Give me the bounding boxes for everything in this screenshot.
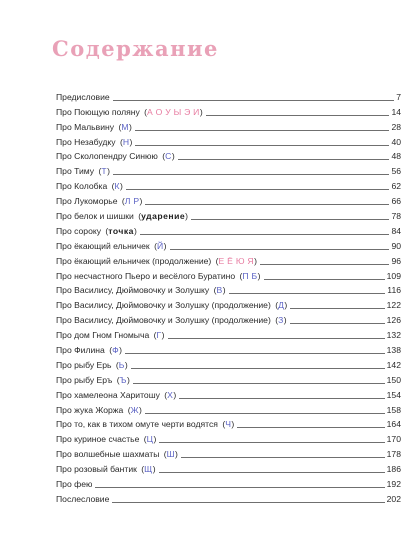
toc-entry-label: Про Сколопендру Синюю: [56, 151, 158, 162]
toc-entry: [56, 207, 401, 222]
leader-line: [290, 323, 385, 324]
marker-letter: Г: [156, 330, 162, 341]
toc-entry-label: Про Мальвину: [56, 121, 115, 132]
toc-entry-page-number: 96: [391, 255, 401, 266]
toc-entry-marker: (К): [109, 181, 123, 192]
leader-line: [140, 234, 390, 235]
toc-entry-title: [56, 405, 142, 416]
toc-entry-label: Про Колобка: [56, 181, 108, 192]
toc-entry-label: Про рыбу Еръ: [56, 374, 113, 385]
toc-entry: [56, 192, 401, 207]
toc-entry-title: [56, 151, 175, 162]
marker-letter: У: [165, 106, 172, 117]
marker-letter: Ч: [225, 419, 232, 430]
marker-letter: Ш: [166, 449, 176, 460]
toc-entry: [56, 296, 401, 311]
toc-entry: [56, 177, 401, 192]
toc-entry-marker: (Ц): [141, 434, 157, 445]
marker-letter: М: [121, 121, 129, 132]
toc-entry-title: [56, 107, 203, 118]
toc-entry: [56, 222, 401, 237]
toc-entry-label: Про Василису, Дюймовочку и Золушку (продолжение): [56, 315, 271, 326]
marker-letter: Ж: [130, 404, 139, 415]
toc-entry-label: Про то, как в тихом омуте черти водятся: [56, 419, 218, 430]
page-title: Содержание: [52, 36, 219, 61]
toc-entry: [56, 386, 401, 401]
toc-entry: [56, 341, 401, 356]
leader-line: [170, 249, 390, 250]
marker-letter: К: [114, 181, 121, 192]
toc-entry-page-number: 132: [386, 330, 401, 341]
toc-entry-label: Про Тиму: [56, 166, 95, 177]
marker-letter: Е: [218, 255, 225, 266]
leader-line: [159, 442, 384, 443]
toc-entry-title: [56, 196, 142, 207]
marker-letter: ударение: [141, 211, 186, 222]
marker-letter: П: [242, 270, 250, 281]
toc-entry-marker: (ударение): [135, 211, 189, 222]
toc-entry-title: [56, 479, 92, 490]
toc-entry-title: [56, 271, 261, 282]
toc-entry: [56, 252, 401, 267]
toc-entry-title: [56, 300, 287, 311]
marker-letter: Н: [122, 136, 130, 147]
toc-entry-title: [56, 419, 234, 430]
toc-entry: [56, 430, 401, 445]
toc-entry-label: Про Филина: [56, 345, 105, 356]
toc-entry-label: Про хамелеона Харитошу: [56, 389, 160, 400]
leader-line: [178, 159, 390, 160]
toc-entry-title: [56, 92, 110, 103]
marker-letter: Я: [247, 255, 255, 266]
marker-letter: точка: [108, 225, 134, 236]
leader-line: [237, 427, 384, 428]
toc-entry-page-number: 142: [386, 359, 401, 370]
toc-entry-label: Про Поющую поляну: [56, 106, 140, 117]
toc-entry-title: [56, 211, 188, 222]
toc-entry-title: [56, 256, 257, 267]
toc-entry-label: Про жука Жоржа: [56, 404, 124, 415]
toc-entry-page-number: 178: [386, 449, 401, 460]
marker-letter: Б: [251, 270, 258, 281]
toc-entry-marker: (П Б): [237, 270, 261, 281]
table-of-contents: [56, 88, 401, 505]
toc-entry-label: Про сороку: [56, 225, 102, 236]
toc-entry-label: Про ёкающий ельничек (продолжение): [56, 255, 212, 266]
toc-entry-page-number: 56: [391, 166, 401, 177]
toc-entry-title: [56, 375, 130, 386]
toc-entry: [56, 133, 401, 148]
leader-line: [145, 204, 389, 205]
leader-line: [168, 338, 385, 339]
toc-entry: [56, 267, 401, 282]
toc-entry-page-number: 116: [387, 285, 401, 296]
toc-entry: [56, 88, 401, 103]
toc-entry-marker: (Ф): [106, 345, 122, 356]
marker-letter: Ъ: [119, 374, 127, 385]
toc-entry-title: [56, 181, 123, 192]
toc-entry-title: [56, 166, 110, 177]
toc-entry-marker: (З): [272, 315, 287, 326]
toc-entry-page-number: 14: [391, 106, 401, 117]
toc-entry-label: Про рыбу Ерь: [56, 359, 112, 370]
toc-entry-label: Послесловие: [56, 493, 110, 504]
toc-entry-page-number: 28: [391, 121, 401, 132]
toc-entry-marker: (А О У Ы Э И): [141, 106, 203, 117]
toc-entry: [56, 475, 401, 490]
toc-entry-marker: (Й): [151, 240, 167, 251]
toc-entry-page-number: 138: [386, 345, 401, 356]
toc-entry-title: [56, 449, 178, 460]
marker-letter: Ь: [118, 359, 125, 370]
toc-entry-title: [56, 360, 128, 371]
toc-entry-page-number: 170: [386, 434, 401, 445]
toc-entry-label: Про волшебные шахматы: [56, 449, 160, 460]
toc-entry-title: [56, 434, 156, 445]
toc-entry-marker: (Н): [117, 136, 133, 147]
toc-entry-title: [56, 226, 137, 237]
leader-line: [191, 219, 389, 220]
toc-entry-marker: (С): [159, 151, 175, 162]
toc-entry-page-number: 202: [386, 493, 401, 504]
toc-entry-title: [56, 122, 132, 133]
toc-entry-marker: (Ъ): [114, 374, 130, 385]
toc-entry-title: [56, 464, 156, 475]
leader-line: [260, 264, 389, 265]
leader-line: [135, 145, 389, 146]
toc-entry-marker: (В): [211, 285, 226, 296]
toc-entry-marker: (Д): [272, 300, 288, 311]
toc-entry: [56, 282, 401, 297]
toc-entry-page-number: 84: [391, 225, 401, 236]
toc-entry-page-number: 48: [391, 151, 401, 162]
toc-entry-title: [56, 494, 109, 505]
marker-letter: З: [278, 315, 284, 326]
toc-entry: [56, 118, 401, 133]
marker-letter: Х: [167, 389, 174, 400]
toc-entry-page-number: 66: [391, 196, 401, 207]
marker-letter: Ц: [146, 434, 154, 445]
marker-letter: И: [193, 106, 200, 117]
toc-entry-page-number: 62: [391, 181, 401, 192]
toc-entry-page-number: 126: [386, 315, 401, 326]
marker-letter: А: [147, 106, 154, 117]
leader-line: [125, 353, 385, 354]
marker-letter: Ю: [235, 255, 245, 266]
marker-letter: Э: [184, 106, 191, 117]
toc-entry: [56, 326, 401, 341]
toc-entry-label: Про фею: [56, 479, 93, 490]
toc-entry-title: [56, 315, 287, 326]
toc-entry-page-number: 158: [386, 404, 401, 415]
toc-entry-label: Про Незабудку: [56, 136, 116, 147]
marker-letter: О: [155, 106, 163, 117]
toc-entry: [56, 162, 401, 177]
toc-entry-page-number: 40: [391, 136, 401, 147]
toc-entry-marker: (Т): [96, 166, 110, 177]
leader-line: [113, 174, 389, 175]
toc-entry-page-number: 164: [386, 419, 401, 430]
toc-entry: [56, 401, 401, 416]
toc-entry-marker: (Ь): [113, 359, 128, 370]
leader-line: [133, 383, 385, 384]
marker-letter: С: [165, 151, 172, 162]
toc-entry-label: Предисловие: [56, 91, 110, 102]
toc-entry: [56, 148, 401, 163]
toc-entry-label: Про Василису, Дюймовочку и Золушку (продолжение): [56, 300, 271, 311]
toc-entry-marker: (Ж): [125, 404, 142, 415]
toc-entry-marker: (М): [116, 121, 132, 132]
toc-entry: [56, 490, 401, 505]
toc-entry-page-number: 90: [391, 240, 401, 251]
toc-entry: [56, 356, 401, 371]
marker-letter: Л: [124, 196, 131, 207]
toc-entry-label: Про Василису, Дюймовочку и Золушку: [56, 285, 210, 296]
leader-line: [135, 130, 390, 131]
toc-entry-title: [56, 137, 132, 148]
toc-entry-label: Про дом Гном Гномыча: [56, 330, 150, 341]
leader-line: [206, 115, 390, 116]
toc-entry-page-number: 122: [386, 300, 401, 311]
toc-entry-label: Про Лукоморье: [56, 196, 118, 207]
leader-line: [95, 487, 384, 488]
toc-entry-label: Про куриное счастье: [56, 434, 140, 445]
toc-entry-page-number: 150: [386, 374, 401, 385]
marker-letter: Й: [156, 240, 164, 251]
toc-entry-page-number: 78: [391, 211, 401, 222]
marker-letter: Щ: [144, 464, 153, 475]
toc-entry-page-number: 109: [386, 270, 401, 281]
toc-entry: [56, 371, 401, 386]
leader-line: [112, 502, 384, 503]
toc-entry: [56, 103, 401, 118]
toc-entry-marker: (Ш): [161, 449, 178, 460]
toc-entry-page-number: 154: [386, 389, 401, 400]
toc-entry-marker: (Г): [151, 330, 165, 341]
toc-entry-page-number: 7: [396, 91, 401, 102]
marker-letter: В: [216, 285, 223, 296]
toc-entry-marker: (Л Р): [119, 196, 143, 207]
toc-entry-label: Про белок и шишки: [56, 211, 134, 222]
toc-entry-title: [56, 285, 226, 296]
leader-line: [131, 368, 385, 369]
toc-entry-page-number: 186: [386, 464, 401, 475]
toc-entry-title: [56, 345, 122, 356]
leader-line: [126, 189, 390, 190]
leader-line: [264, 279, 385, 280]
toc-entry-title: [56, 241, 167, 252]
toc-entry-marker: (Ч): [219, 419, 235, 430]
toc-entry: [56, 237, 401, 252]
toc-entry: [56, 416, 401, 431]
toc-entry-label: Про ёкающий ельничек: [56, 240, 150, 251]
marker-letter: Ё: [227, 255, 234, 266]
leader-line: [229, 293, 386, 294]
marker-letter: Т: [101, 166, 108, 177]
marker-letter: Д: [278, 300, 285, 311]
leader-line: [145, 413, 385, 414]
toc-entry: [56, 460, 401, 475]
toc-entry-label: Про розовый бантик: [56, 464, 137, 475]
leader-line: [290, 308, 384, 309]
leader-line: [179, 398, 384, 399]
toc-entry: [56, 445, 401, 460]
leader-line: [113, 100, 395, 101]
leader-line: [159, 472, 385, 473]
toc-entry-title: [56, 390, 176, 401]
toc-entry-title: [56, 330, 165, 341]
toc-entry: [56, 311, 401, 326]
marker-letter: Ы: [173, 106, 182, 117]
toc-entry-marker: (точка): [103, 225, 137, 236]
toc-entry-marker: (Х): [161, 389, 177, 400]
toc-entry-label: Про несчастного Пьеро и весёлого Буратино: [56, 270, 236, 281]
marker-letter: Ф: [112, 345, 120, 356]
toc-entry-marker: (Е Ё Ю Я): [213, 255, 257, 266]
marker-letter: Р: [133, 196, 140, 207]
toc-entry-page-number: 192: [386, 479, 401, 490]
toc-entry-marker: (Щ): [138, 464, 156, 475]
leader-line: [181, 457, 385, 458]
